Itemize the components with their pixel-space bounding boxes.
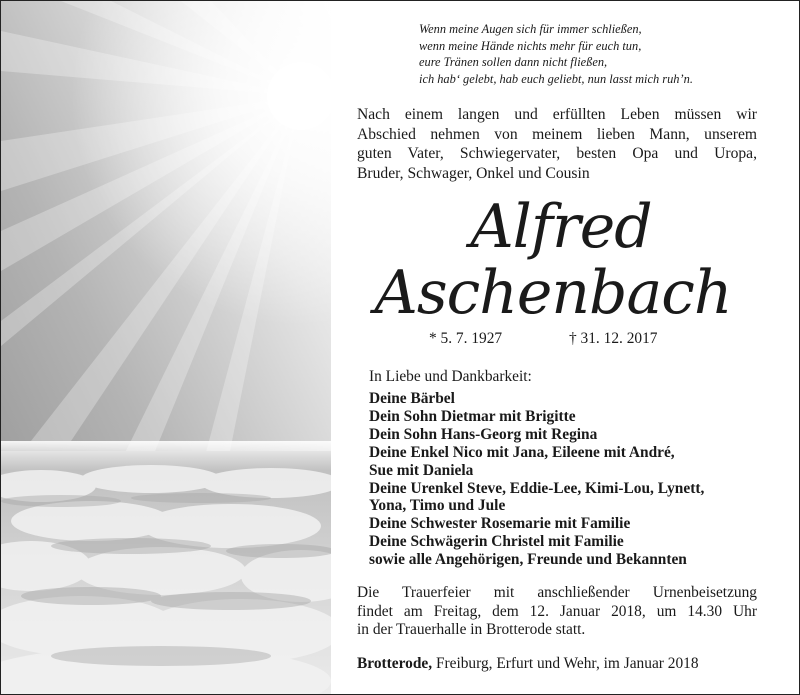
death-date: † 31. 12. 2017 (569, 330, 658, 347)
cloud-layer (1, 441, 331, 694)
birth-date: * 5. 7. 1927 (429, 330, 503, 347)
mourner-line: Dein Sohn Dietmar mit Brigitte (369, 407, 576, 425)
intro-line: Bruder, Schwager, Onkel und Cousin (357, 164, 590, 182)
intro-line: guten Vater, Schwiegervater, besten Opa und Uropa, (357, 145, 757, 163)
mourner-line: Deine Schwester Rosemarie mit Familie (369, 515, 631, 533)
mourner-line: Sue mit Daniela (369, 461, 474, 479)
poem-line: Wenn meine Augen sich für immer schließen, (419, 22, 642, 36)
intro-line: Nach einem langen und erfüllten Leben müssen wir (357, 106, 757, 123)
funeral-line: Die Trauerfeier mit anschließender Urnenbeisetzung (357, 584, 757, 601)
poem-line: ich hab‘ gelebt, hab euch geliebt, nun lasst mich ruh’n. (419, 71, 693, 86)
mourner-line: Deine Enkel Nico mit Jana, Eileene mit André, (369, 443, 675, 461)
intro-paragraph (357, 105, 757, 183)
place-town: Brotterode, (357, 655, 433, 672)
mourner-line: Deine Urenkel Steve, Eddie-Lee, Kimi-Lou, Lynett, (369, 479, 705, 497)
notice-text (357, 1, 757, 694)
mourner-line: Deine Schwägerin Christel mit Familie (369, 533, 624, 551)
deceased-first-name: Alfred (470, 192, 652, 262)
funeral-line: findet am Freitag, dem 12. Januar 2018, um 14.30 Uhr (357, 602, 757, 620)
sun-over-clouds-image (1, 1, 331, 694)
poem-line: eure Tränen sollen dann nicht fließen, (419, 55, 608, 69)
intro-line: Abschied nehmen von meinem lieben Mann, unserem (357, 125, 757, 143)
mourner-line: Dein Sohn Hans-Georg mit Regina (369, 425, 598, 443)
mourner-line: sowie alle Angehörigen, Freunde und Bekannten (369, 551, 687, 569)
mourner-line: Yona, Timo und Jule (369, 497, 506, 515)
thanks-line: In Liebe und Dankbarkeit: (369, 368, 532, 385)
mourners-list (369, 390, 704, 569)
sky-illustration (1, 1, 331, 694)
mourner-line: Deine Bärbel (369, 390, 455, 407)
place-and-date (357, 655, 757, 673)
deceased-last-name: Aschenbach (374, 258, 732, 328)
funeral-line: in der Trauerhalle in Brotterode statt. (357, 621, 586, 638)
poem (419, 21, 759, 87)
poem-line: wenn meine Hände nichts mehr für euch tun, (419, 38, 642, 53)
funeral-info (357, 584, 757, 640)
place-rest: Freiburg, Erfurt und Wehr, im Januar 2018 (432, 655, 699, 672)
